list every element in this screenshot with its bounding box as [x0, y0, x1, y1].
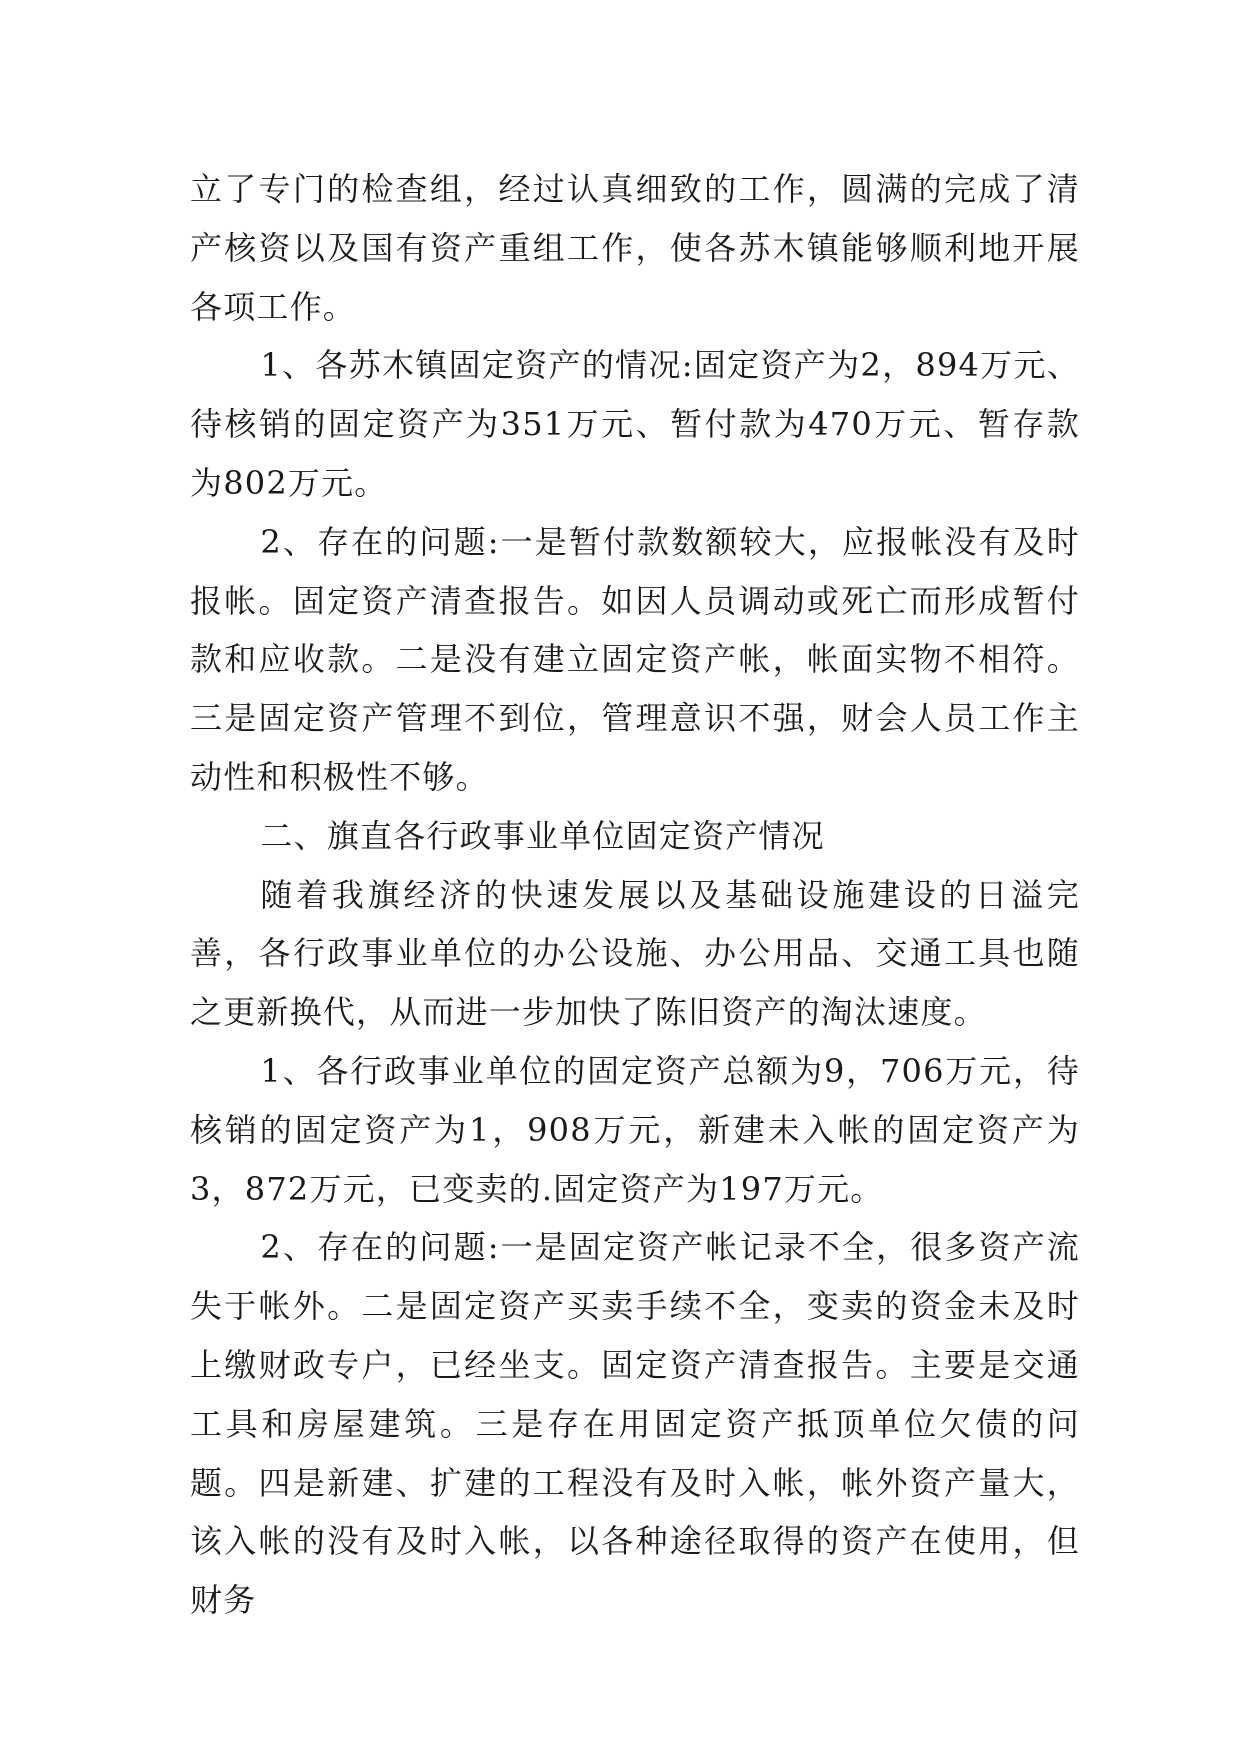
paragraph-continuation: 立了专门的检查组，经过认真细致的工作，圆满的完成了清产核资以及国有资产重组工作，使各苏木镇能够顺利地开展各项工作。: [190, 170, 1080, 326]
paragraph-development: 随着我旗经济的快速发展以及基础设施建设的日溢完善，各行政事业单位的办公设施、办公用品、交通工具也随之更新换代，从而进一步加快了陈旧资产的淘汰速度。: [190, 875, 1080, 1032]
paragraph-township-assets: 1、各苏木镇固定资产的情况:固定资产为2，894万元、待核销的固定资产为351万元、暂付款为470万元、暂存款为802万元。: [190, 346, 1080, 502]
section-heading: 二、旗直各行政事业单位固定资产情况: [260, 816, 825, 855]
paragraph-unit-problems: 2、存在的问题:一是固定资产帐记录不全，很多资产流失于帐外。二是固定资产买卖手续不全，变卖的资金未及时上缴财政专户，已经坐支。固定资产清查报告。主要是交通工具和房屋建筑。三是存在用固定资产抵顶单位欠债的问题。四是新建、扩建的工程没有及时入帐，帐外资产量大，该入帐的没有及时入帐，以各种途径取得的资产在使用，但财务: [190, 1228, 1080, 1620]
document-body: [190, 160, 1080, 1630]
paragraph-unit-assets: 1、各行政事业单位的固定资产总额为9，706万元，待核销的固定资产为1，908万元，新建未入帐的固定资产为3，872万元，已变卖的.固定资产为197万元。: [190, 1051, 1080, 1208]
paragraph-township-problems: 2、存在的问题:一是暂付款数额较大，应报帐没有及时报帐。固定资产清查报告。如因人员调动或死亡而形成暂付款和应收款。二是没有建立固定资产帐，帐面实物不相符。三是固定资产管理不到位，管理意识不强，财会人员工作主动性和积极性不够。: [190, 522, 1080, 796]
